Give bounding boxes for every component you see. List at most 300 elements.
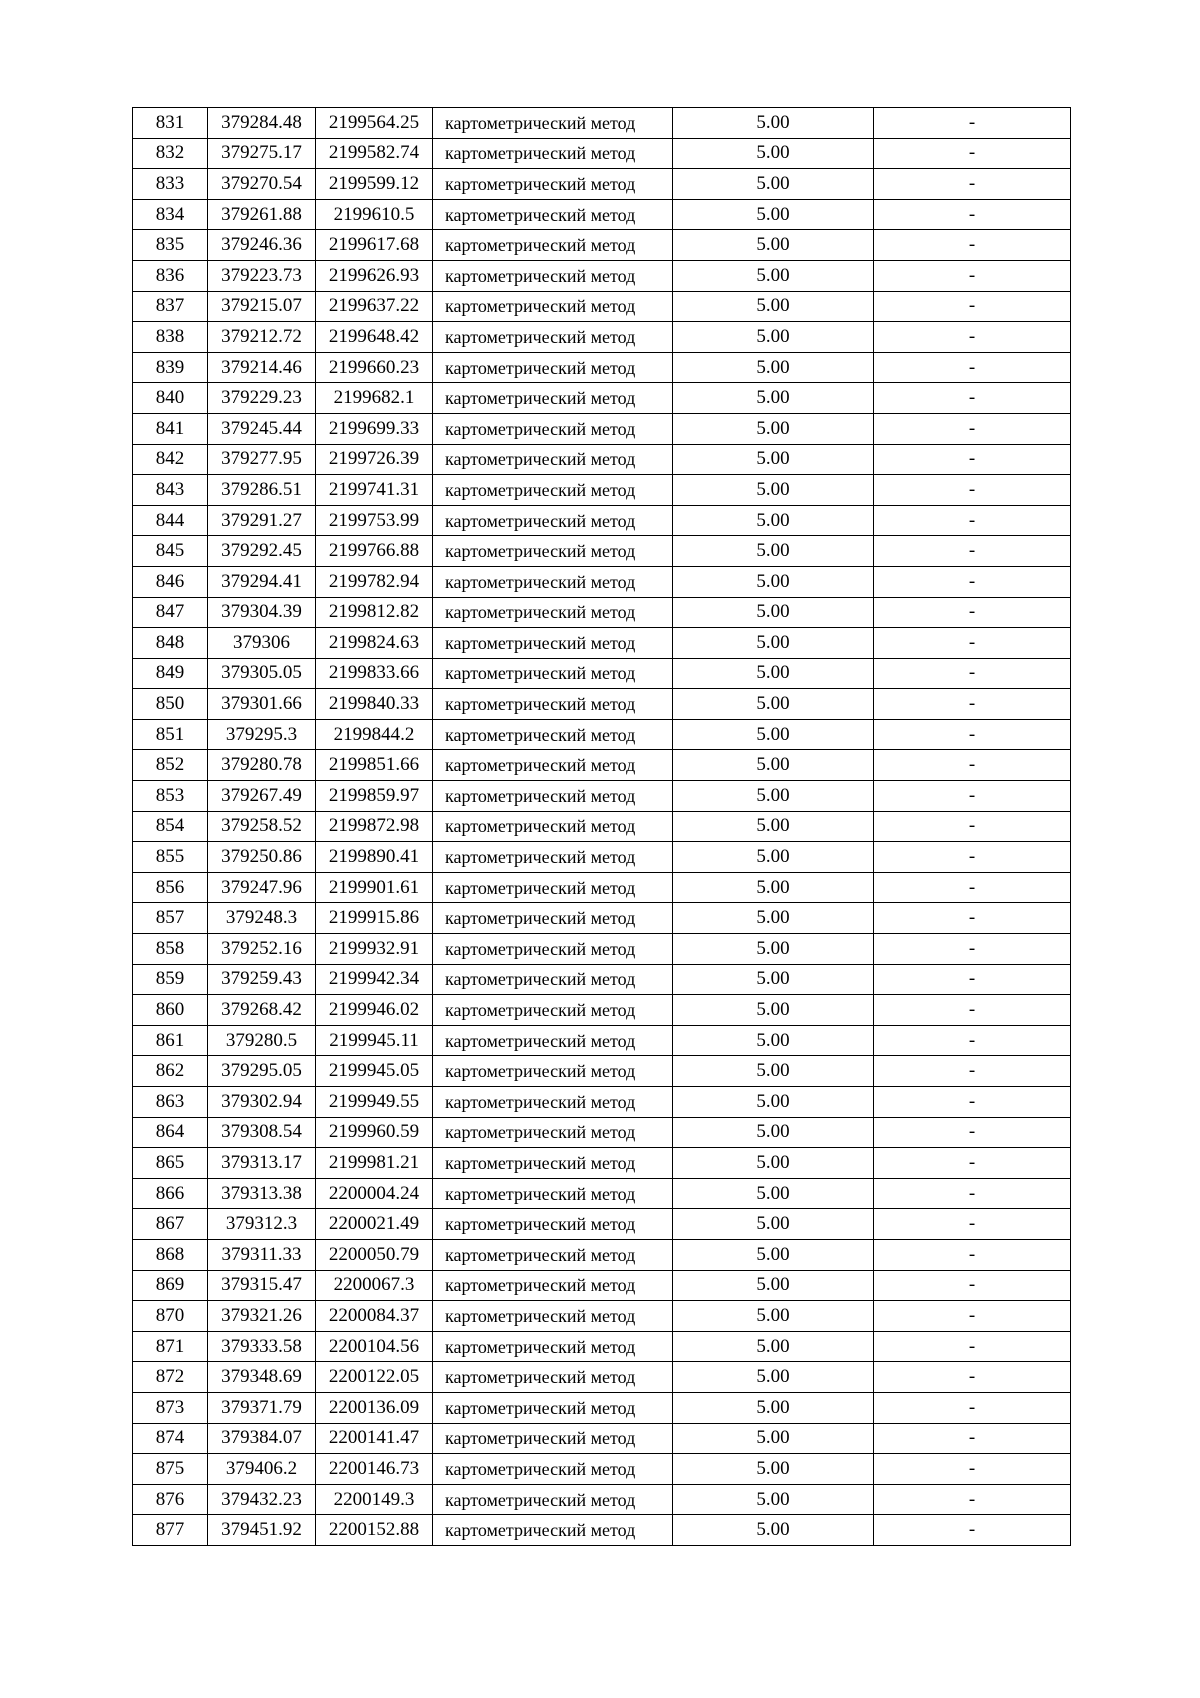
description-cell: - <box>874 750 1071 781</box>
y-coordinate-cell: 2199564.25 <box>316 108 433 139</box>
point-number-cell: 865 <box>133 1148 208 1179</box>
method-cell: картометрический метод <box>433 260 673 291</box>
table-row <box>133 1362 1071 1393</box>
x-coordinate-cell: 379306 <box>208 628 316 659</box>
method-cell: картометрический метод <box>433 1117 673 1148</box>
accuracy-cell: 5.00 <box>673 108 874 139</box>
accuracy-cell: 5.00 <box>673 1423 874 1454</box>
y-coordinate-cell: 2199610.5 <box>316 199 433 230</box>
table-row <box>133 872 1071 903</box>
point-number-cell: 837 <box>133 291 208 322</box>
method-cell: картометрический метод <box>433 689 673 720</box>
accuracy-cell: 5.00 <box>673 1209 874 1240</box>
description-cell: - <box>874 475 1071 506</box>
accuracy-cell: 5.00 <box>673 1301 874 1332</box>
accuracy-cell: 5.00 <box>673 872 874 903</box>
point-number-cell: 875 <box>133 1454 208 1485</box>
table-row <box>133 1392 1071 1423</box>
method-cell: картометрический метод <box>433 1087 673 1118</box>
method-cell: картометрический метод <box>433 138 673 169</box>
table-row <box>133 903 1071 934</box>
y-coordinate-cell: 2200067.3 <box>316 1270 433 1301</box>
point-number-cell: 856 <box>133 872 208 903</box>
y-coordinate-cell: 2199946.02 <box>316 995 433 1026</box>
accuracy-cell: 5.00 <box>673 444 874 475</box>
accuracy-cell: 5.00 <box>673 781 874 812</box>
point-number-cell: 840 <box>133 383 208 414</box>
x-coordinate-cell: 379286.51 <box>208 475 316 506</box>
table-row <box>133 260 1071 291</box>
method-cell: картометрический метод <box>433 872 673 903</box>
accuracy-cell: 5.00 <box>673 1117 874 1148</box>
x-coordinate-cell: 379245.44 <box>208 413 316 444</box>
method-cell: картометрический метод <box>433 597 673 628</box>
x-coordinate-cell: 379295.3 <box>208 719 316 750</box>
y-coordinate-cell: 2199945.05 <box>316 1056 433 1087</box>
x-coordinate-cell: 379308.54 <box>208 1117 316 1148</box>
x-coordinate-cell: 379214.46 <box>208 352 316 383</box>
table-row <box>133 1270 1071 1301</box>
y-coordinate-cell: 2199932.91 <box>316 934 433 965</box>
method-cell: картометрический метод <box>433 383 673 414</box>
x-coordinate-cell: 379384.07 <box>208 1423 316 1454</box>
method-cell: картометрический метод <box>433 1301 673 1332</box>
description-cell: - <box>874 872 1071 903</box>
y-coordinate-cell: 2199782.94 <box>316 566 433 597</box>
table-row <box>133 108 1071 139</box>
description-cell: - <box>874 811 1071 842</box>
description-cell: - <box>874 781 1071 812</box>
accuracy-cell: 5.00 <box>673 689 874 720</box>
point-number-cell: 853 <box>133 781 208 812</box>
point-number-cell: 841 <box>133 413 208 444</box>
accuracy-cell: 5.00 <box>673 1025 874 1056</box>
x-coordinate-cell: 379313.38 <box>208 1178 316 1209</box>
point-number-cell: 861 <box>133 1025 208 1056</box>
accuracy-cell: 5.00 <box>673 1484 874 1515</box>
table-row <box>133 230 1071 261</box>
method-cell: картометрический метод <box>433 566 673 597</box>
method-cell: картометрический метод <box>433 964 673 995</box>
y-coordinate-cell: 2199637.22 <box>316 291 433 322</box>
description-cell: - <box>874 1270 1071 1301</box>
x-coordinate-cell: 379229.23 <box>208 383 316 414</box>
x-coordinate-cell: 379292.45 <box>208 536 316 567</box>
point-number-cell: 834 <box>133 199 208 230</box>
accuracy-cell: 5.00 <box>673 322 874 353</box>
method-cell: картометрический метод <box>433 444 673 475</box>
description-cell: - <box>874 1087 1071 1118</box>
table-body <box>133 108 1071 1546</box>
y-coordinate-cell: 2200122.05 <box>316 1362 433 1393</box>
y-coordinate-cell: 2199699.33 <box>316 413 433 444</box>
method-cell: картометрический метод <box>433 413 673 444</box>
y-coordinate-cell: 2199844.2 <box>316 719 433 750</box>
description-cell: - <box>874 199 1071 230</box>
accuracy-cell: 5.00 <box>673 995 874 1026</box>
method-cell: картометрический метод <box>433 1454 673 1485</box>
accuracy-cell: 5.00 <box>673 1178 874 1209</box>
description-cell: - <box>874 1301 1071 1332</box>
accuracy-cell: 5.00 <box>673 811 874 842</box>
description-cell: - <box>874 719 1071 750</box>
description-cell: - <box>874 964 1071 995</box>
method-cell: картометрический метод <box>433 781 673 812</box>
description-cell: - <box>874 413 1071 444</box>
description-cell: - <box>874 1454 1071 1485</box>
x-coordinate-cell: 379333.58 <box>208 1331 316 1362</box>
point-number-cell: 874 <box>133 1423 208 1454</box>
accuracy-cell: 5.00 <box>673 199 874 230</box>
point-number-cell: 876 <box>133 1484 208 1515</box>
accuracy-cell: 5.00 <box>673 750 874 781</box>
x-coordinate-cell: 379311.33 <box>208 1239 316 1270</box>
description-cell: - <box>874 1515 1071 1546</box>
table-row <box>133 1209 1071 1240</box>
point-number-cell: 851 <box>133 719 208 750</box>
table-row <box>133 1087 1071 1118</box>
method-cell: картометрический метод <box>433 811 673 842</box>
y-coordinate-cell: 2199981.21 <box>316 1148 433 1179</box>
y-coordinate-cell: 2199726.39 <box>316 444 433 475</box>
point-number-cell: 838 <box>133 322 208 353</box>
x-coordinate-cell: 379315.47 <box>208 1270 316 1301</box>
method-cell: картометрический метод <box>433 1270 673 1301</box>
y-coordinate-cell: 2200050.79 <box>316 1239 433 1270</box>
point-number-cell: 847 <box>133 597 208 628</box>
table-row <box>133 842 1071 873</box>
x-coordinate-cell: 379280.78 <box>208 750 316 781</box>
accuracy-cell: 5.00 <box>673 903 874 934</box>
point-number-cell: 852 <box>133 750 208 781</box>
description-cell: - <box>874 322 1071 353</box>
accuracy-cell: 5.00 <box>673 1270 874 1301</box>
method-cell: картометрический метод <box>433 169 673 200</box>
y-coordinate-cell: 2200084.37 <box>316 1301 433 1332</box>
table-row <box>133 1178 1071 1209</box>
accuracy-cell: 5.00 <box>673 842 874 873</box>
point-number-cell: 848 <box>133 628 208 659</box>
y-coordinate-cell: 2199599.12 <box>316 169 433 200</box>
y-coordinate-cell: 2199890.41 <box>316 842 433 873</box>
y-coordinate-cell: 2200104.56 <box>316 1331 433 1362</box>
x-coordinate-cell: 379302.94 <box>208 1087 316 1118</box>
description-cell: - <box>874 1484 1071 1515</box>
method-cell: картометрический метод <box>433 1484 673 1515</box>
x-coordinate-cell: 379304.39 <box>208 597 316 628</box>
description-cell: - <box>874 628 1071 659</box>
point-number-cell: 867 <box>133 1209 208 1240</box>
table-row <box>133 1239 1071 1270</box>
table-row <box>133 1056 1071 1087</box>
table-row <box>133 1148 1071 1179</box>
y-coordinate-cell: 2199741.31 <box>316 475 433 506</box>
point-number-cell: 873 <box>133 1392 208 1423</box>
x-coordinate-cell: 379312.3 <box>208 1209 316 1240</box>
y-coordinate-cell: 2199851.66 <box>316 750 433 781</box>
point-number-cell: 833 <box>133 169 208 200</box>
table-row <box>133 628 1071 659</box>
accuracy-cell: 5.00 <box>673 230 874 261</box>
description-cell: - <box>874 689 1071 720</box>
table-row <box>133 964 1071 995</box>
point-number-cell: 877 <box>133 1515 208 1546</box>
method-cell: картометрический метод <box>433 291 673 322</box>
y-coordinate-cell: 2199915.86 <box>316 903 433 934</box>
point-number-cell: 839 <box>133 352 208 383</box>
x-coordinate-cell: 379295.05 <box>208 1056 316 1087</box>
y-coordinate-cell: 2200152.88 <box>316 1515 433 1546</box>
y-coordinate-cell: 2200146.73 <box>316 1454 433 1485</box>
point-number-cell: 844 <box>133 505 208 536</box>
method-cell: картометрический метод <box>433 230 673 261</box>
x-coordinate-cell: 379291.27 <box>208 505 316 536</box>
x-coordinate-cell: 379250.86 <box>208 842 316 873</box>
method-cell: картометрический метод <box>433 1209 673 1240</box>
point-number-cell: 866 <box>133 1178 208 1209</box>
method-cell: картометрический метод <box>433 750 673 781</box>
accuracy-cell: 5.00 <box>673 413 874 444</box>
point-number-cell: 842 <box>133 444 208 475</box>
x-coordinate-cell: 379258.52 <box>208 811 316 842</box>
description-cell: - <box>874 1178 1071 1209</box>
description-cell: - <box>874 1056 1071 1087</box>
point-number-cell: 871 <box>133 1331 208 1362</box>
y-coordinate-cell: 2199960.59 <box>316 1117 433 1148</box>
table-row <box>133 781 1071 812</box>
accuracy-cell: 5.00 <box>673 1148 874 1179</box>
x-coordinate-cell: 379432.23 <box>208 1484 316 1515</box>
description-cell: - <box>874 505 1071 536</box>
method-cell: картометрический метод <box>433 199 673 230</box>
y-coordinate-cell: 2199833.66 <box>316 658 433 689</box>
table-row <box>133 322 1071 353</box>
description-cell: - <box>874 934 1071 965</box>
x-coordinate-cell: 379280.5 <box>208 1025 316 1056</box>
y-coordinate-cell: 2199859.97 <box>316 781 433 812</box>
accuracy-cell: 5.00 <box>673 1362 874 1393</box>
accuracy-cell: 5.00 <box>673 1515 874 1546</box>
description-cell: - <box>874 1117 1071 1148</box>
x-coordinate-cell: 379277.95 <box>208 444 316 475</box>
x-coordinate-cell: 379321.26 <box>208 1301 316 1332</box>
table-row <box>133 1454 1071 1485</box>
description-cell: - <box>874 383 1071 414</box>
x-coordinate-cell: 379294.41 <box>208 566 316 597</box>
description-cell: - <box>874 1239 1071 1270</box>
point-number-cell: 836 <box>133 260 208 291</box>
accuracy-cell: 5.00 <box>673 964 874 995</box>
description-cell: - <box>874 291 1071 322</box>
method-cell: картометрический метод <box>433 1178 673 1209</box>
description-cell: - <box>874 658 1071 689</box>
table-row <box>133 169 1071 200</box>
accuracy-cell: 5.00 <box>673 138 874 169</box>
y-coordinate-cell: 2200149.3 <box>316 1484 433 1515</box>
accuracy-cell: 5.00 <box>673 505 874 536</box>
table-row <box>133 1025 1071 1056</box>
accuracy-cell: 5.00 <box>673 536 874 567</box>
accuracy-cell: 5.00 <box>673 1239 874 1270</box>
accuracy-cell: 5.00 <box>673 658 874 689</box>
point-number-cell: 831 <box>133 108 208 139</box>
point-number-cell: 859 <box>133 964 208 995</box>
table-row <box>133 475 1071 506</box>
accuracy-cell: 5.00 <box>673 597 874 628</box>
y-coordinate-cell: 2199682.1 <box>316 383 433 414</box>
table-row <box>133 505 1071 536</box>
method-cell: картометрический метод <box>433 536 673 567</box>
table-row <box>133 1301 1071 1332</box>
method-cell: картометрический метод <box>433 1331 673 1362</box>
description-cell: - <box>874 1423 1071 1454</box>
point-number-cell: 854 <box>133 811 208 842</box>
y-coordinate-cell: 2199824.63 <box>316 628 433 659</box>
method-cell: картометрический метод <box>433 1515 673 1546</box>
description-cell: - <box>874 536 1071 567</box>
x-coordinate-cell: 379259.43 <box>208 964 316 995</box>
y-coordinate-cell: 2199949.55 <box>316 1087 433 1118</box>
x-coordinate-cell: 379246.36 <box>208 230 316 261</box>
method-cell: картометрический метод <box>433 719 673 750</box>
accuracy-cell: 5.00 <box>673 934 874 965</box>
method-cell: картометрический метод <box>433 505 673 536</box>
table-row <box>133 750 1071 781</box>
method-cell: картометрический метод <box>433 1362 673 1393</box>
y-coordinate-cell: 2200141.47 <box>316 1423 433 1454</box>
method-cell: картометрический метод <box>433 352 673 383</box>
y-coordinate-cell: 2199648.42 <box>316 322 433 353</box>
table-row <box>133 444 1071 475</box>
y-coordinate-cell: 2199945.11 <box>316 1025 433 1056</box>
accuracy-cell: 5.00 <box>673 352 874 383</box>
table-row <box>133 934 1071 965</box>
description-cell: - <box>874 1209 1071 1240</box>
x-coordinate-cell: 379268.42 <box>208 995 316 1026</box>
accuracy-cell: 5.00 <box>673 475 874 506</box>
accuracy-cell: 5.00 <box>673 1331 874 1362</box>
x-coordinate-cell: 379406.2 <box>208 1454 316 1485</box>
y-coordinate-cell: 2200136.09 <box>316 1392 433 1423</box>
x-coordinate-cell: 379270.54 <box>208 169 316 200</box>
x-coordinate-cell: 379371.79 <box>208 1392 316 1423</box>
method-cell: картометрический метод <box>433 475 673 506</box>
accuracy-cell: 5.00 <box>673 383 874 414</box>
table-row <box>133 566 1071 597</box>
y-coordinate-cell: 2199942.34 <box>316 964 433 995</box>
table-row <box>133 199 1071 230</box>
y-coordinate-cell: 2199753.99 <box>316 505 433 536</box>
accuracy-cell: 5.00 <box>673 628 874 659</box>
method-cell: картометрический метод <box>433 628 673 659</box>
description-cell: - <box>874 566 1071 597</box>
y-coordinate-cell: 2199840.33 <box>316 689 433 720</box>
x-coordinate-cell: 379247.96 <box>208 872 316 903</box>
point-number-cell: 843 <box>133 475 208 506</box>
method-cell: картометрический метод <box>433 1025 673 1056</box>
table-row <box>133 597 1071 628</box>
point-number-cell: 860 <box>133 995 208 1026</box>
point-number-cell: 832 <box>133 138 208 169</box>
y-coordinate-cell: 2199617.68 <box>316 230 433 261</box>
accuracy-cell: 5.00 <box>673 260 874 291</box>
y-coordinate-cell: 2200021.49 <box>316 1209 433 1240</box>
table-row <box>133 995 1071 1026</box>
y-coordinate-cell: 2199901.61 <box>316 872 433 903</box>
accuracy-cell: 5.00 <box>673 1454 874 1485</box>
description-cell: - <box>874 995 1071 1026</box>
x-coordinate-cell: 379248.3 <box>208 903 316 934</box>
method-cell: картометрический метод <box>433 934 673 965</box>
x-coordinate-cell: 379212.72 <box>208 322 316 353</box>
table-row <box>133 352 1071 383</box>
x-coordinate-cell: 379313.17 <box>208 1148 316 1179</box>
description-cell: - <box>874 1025 1071 1056</box>
coordinates-table <box>132 107 1071 1546</box>
method-cell: картометрический метод <box>433 1056 673 1087</box>
accuracy-cell: 5.00 <box>673 169 874 200</box>
table-row <box>133 413 1071 444</box>
point-number-cell: 869 <box>133 1270 208 1301</box>
y-coordinate-cell: 2199582.74 <box>316 138 433 169</box>
point-number-cell: 849 <box>133 658 208 689</box>
accuracy-cell: 5.00 <box>673 566 874 597</box>
accuracy-cell: 5.00 <box>673 1087 874 1118</box>
accuracy-cell: 5.00 <box>673 1056 874 1087</box>
x-coordinate-cell: 379261.88 <box>208 199 316 230</box>
point-number-cell: 864 <box>133 1117 208 1148</box>
point-number-cell: 862 <box>133 1056 208 1087</box>
table-row <box>133 536 1071 567</box>
description-cell: - <box>874 1392 1071 1423</box>
x-coordinate-cell: 379301.66 <box>208 689 316 720</box>
x-coordinate-cell: 379223.73 <box>208 260 316 291</box>
point-number-cell: 855 <box>133 842 208 873</box>
method-cell: картометрический метод <box>433 1392 673 1423</box>
accuracy-cell: 5.00 <box>673 719 874 750</box>
description-cell: - <box>874 842 1071 873</box>
table-row <box>133 1117 1071 1148</box>
description-cell: - <box>874 108 1071 139</box>
point-number-cell: 846 <box>133 566 208 597</box>
point-number-cell: 857 <box>133 903 208 934</box>
x-coordinate-cell: 379284.48 <box>208 108 316 139</box>
y-coordinate-cell: 2199626.93 <box>316 260 433 291</box>
method-cell: картометрический метод <box>433 903 673 934</box>
y-coordinate-cell: 2199872.98 <box>316 811 433 842</box>
table-row <box>133 1423 1071 1454</box>
table-row <box>133 1515 1071 1546</box>
description-cell: - <box>874 169 1071 200</box>
description-cell: - <box>874 1331 1071 1362</box>
method-cell: картометрический метод <box>433 322 673 353</box>
table-row <box>133 291 1071 322</box>
table-row <box>133 719 1071 750</box>
point-number-cell: 870 <box>133 1301 208 1332</box>
table-row <box>133 138 1071 169</box>
point-number-cell: 868 <box>133 1239 208 1270</box>
description-cell: - <box>874 1148 1071 1179</box>
accuracy-cell: 5.00 <box>673 1392 874 1423</box>
method-cell: картометрический метод <box>433 1239 673 1270</box>
y-coordinate-cell: 2200004.24 <box>316 1178 433 1209</box>
table-row <box>133 383 1071 414</box>
point-number-cell: 858 <box>133 934 208 965</box>
x-coordinate-cell: 379348.69 <box>208 1362 316 1393</box>
table-row <box>133 658 1071 689</box>
point-number-cell: 850 <box>133 689 208 720</box>
table-row <box>133 689 1071 720</box>
